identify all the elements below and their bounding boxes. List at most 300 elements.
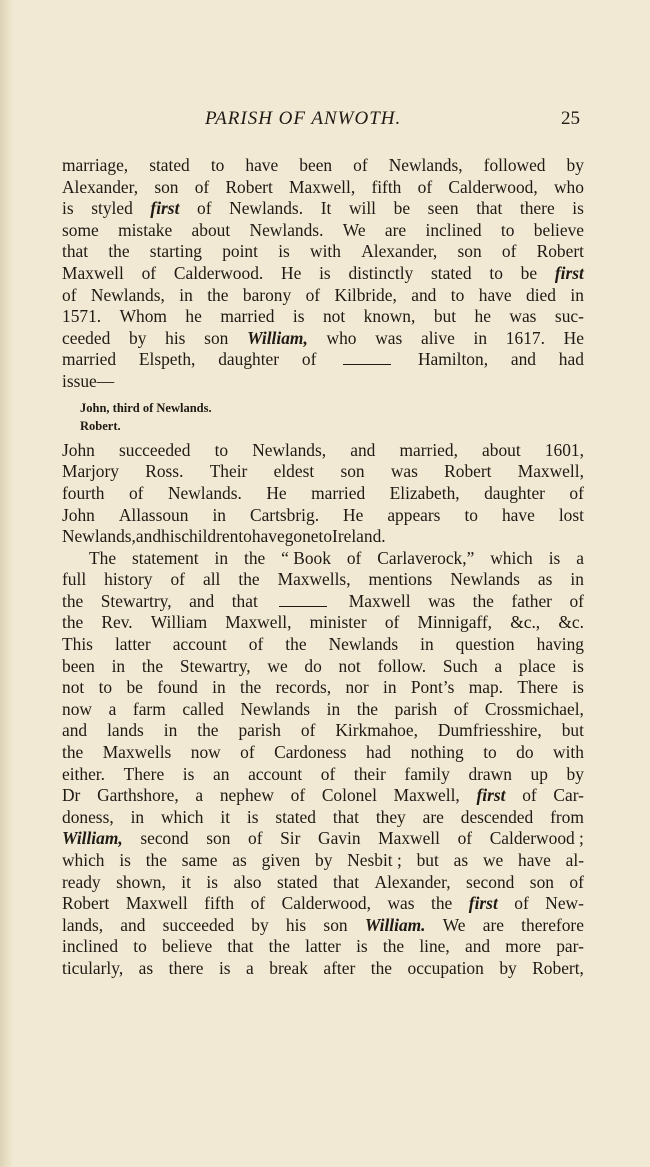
text-line <box>62 677 584 699</box>
word: place <box>518 655 556 676</box>
word: lands, <box>62 914 104 935</box>
word: was <box>509 306 537 327</box>
paragraph-3 <box>62 548 584 980</box>
word: of <box>320 763 336 784</box>
word: that <box>231 590 258 611</box>
word: William <box>150 612 208 633</box>
word: of <box>522 785 537 806</box>
text-line <box>62 634 584 656</box>
word: point <box>222 241 258 262</box>
word: father <box>511 590 552 611</box>
word: of <box>346 547 362 568</box>
word: Colonel <box>321 785 377 806</box>
word: Pont’s <box>410 677 455 698</box>
word: daughter <box>484 482 545 503</box>
word: Newlands, <box>388 155 463 175</box>
word: in <box>212 677 226 698</box>
word: the <box>145 850 167 870</box>
word: Calderwood, <box>281 893 371 914</box>
word: therefore <box>521 914 584 935</box>
text-line <box>62 220 584 242</box>
word: died <box>526 284 556 305</box>
text-line <box>62 699 584 721</box>
word: nothing <box>410 742 464 763</box>
word: to <box>214 439 229 460</box>
word: of <box>141 262 157 283</box>
word: fifth <box>204 893 235 914</box>
word: a <box>576 547 584 568</box>
word: also <box>233 871 262 892</box>
word: but <box>416 850 439 870</box>
word: Robert, <box>532 957 584 978</box>
word: Ross. <box>145 461 184 482</box>
text-line <box>62 850 584 872</box>
word: had <box>366 742 392 763</box>
word: is <box>319 262 331 283</box>
word: is <box>182 763 195 784</box>
word: Dr <box>62 785 81 806</box>
word: gone <box>284 526 319 547</box>
word: have <box>501 504 535 525</box>
word: to <box>133 936 147 957</box>
word: to <box>238 526 252 547</box>
text-line <box>62 306 584 328</box>
word: to <box>500 219 515 240</box>
text-line <box>62 371 584 393</box>
word: line, <box>419 936 450 957</box>
word: not <box>338 655 361 676</box>
word: of <box>197 198 212 219</box>
word: eldest <box>273 461 315 482</box>
word: Alexander, <box>62 176 139 197</box>
word: to <box>483 742 497 763</box>
text-line <box>62 807 584 829</box>
word: now <box>62 698 92 719</box>
word: Carlaverock,” <box>377 547 475 568</box>
word: had <box>558 349 584 370</box>
text-line <box>62 764 584 786</box>
word: as <box>138 957 154 978</box>
word: are <box>482 914 504 935</box>
word: a <box>246 957 254 978</box>
text-line <box>62 936 584 958</box>
word: of <box>301 349 317 370</box>
word: by <box>566 155 584 175</box>
word: married <box>311 482 366 503</box>
word: ceeded <box>62 327 111 348</box>
children-list <box>62 399 584 436</box>
word: Cartsbrig. <box>249 504 320 525</box>
word: married <box>220 306 275 327</box>
word: stated <box>149 155 190 175</box>
word: mentions <box>368 569 433 590</box>
word: son <box>206 828 231 849</box>
word: Allassoun <box>118 504 189 525</box>
word: stated <box>276 871 318 892</box>
word: son <box>154 176 179 197</box>
word: Ireland. <box>332 526 386 547</box>
word: Alexander, <box>374 871 451 892</box>
word: the <box>431 893 453 914</box>
text-line <box>62 548 584 570</box>
word: al- <box>565 850 584 870</box>
word: is <box>218 957 231 978</box>
word: in <box>163 720 178 741</box>
word: Newlands <box>328 634 399 655</box>
word: of <box>194 176 210 197</box>
word: is <box>572 677 584 698</box>
word: as <box>232 850 247 870</box>
word: William, <box>62 828 123 849</box>
word: but <box>561 720 584 741</box>
word: have <box>251 526 285 547</box>
word: Cardoness <box>274 742 347 763</box>
word: he <box>474 306 491 327</box>
word: New- <box>545 893 584 914</box>
word: it <box>220 806 231 827</box>
word: There <box>123 763 165 784</box>
word: is <box>278 241 290 262</box>
word: been <box>299 155 333 175</box>
word: Marjory <box>62 461 119 482</box>
word: a <box>494 655 503 676</box>
word: He <box>281 262 302 283</box>
page-edge <box>0 0 14 1167</box>
word: nephew <box>219 785 274 806</box>
paragraph-2 <box>62 440 584 548</box>
word: his <box>285 914 307 935</box>
text-line <box>62 828 584 850</box>
word: a <box>195 785 204 806</box>
body-text <box>62 155 584 980</box>
text-line <box>62 958 584 980</box>
word: in <box>473 327 488 348</box>
word: Rev. <box>101 612 133 633</box>
word: latter <box>114 634 151 655</box>
word: believe <box>161 936 213 957</box>
word: they <box>375 806 406 827</box>
word: about <box>482 439 521 460</box>
word: William. <box>364 914 426 935</box>
word: be <box>126 677 143 698</box>
word: do <box>304 655 322 676</box>
word: starting <box>149 241 202 262</box>
word: &c., <box>510 612 541 633</box>
word: of <box>384 612 400 633</box>
word: the <box>240 677 262 698</box>
word: of <box>240 742 255 763</box>
word: of <box>170 569 185 590</box>
word: shown, <box>116 871 166 892</box>
word: more <box>505 936 542 957</box>
word: Calderwood, <box>448 176 538 197</box>
word: second <box>140 828 189 849</box>
word: will <box>348 198 376 219</box>
word: fifth <box>371 176 402 197</box>
word: seen <box>427 198 459 219</box>
word: Crossmichael, <box>484 698 584 719</box>
word: suc- <box>554 306 584 327</box>
word: that <box>332 806 359 827</box>
word: same <box>181 850 218 870</box>
word: Robert <box>225 176 273 197</box>
word: of <box>569 590 584 611</box>
word: Elizabeth, <box>389 482 460 503</box>
word: have <box>478 284 512 305</box>
word: mistake <box>118 219 173 240</box>
word: of <box>514 893 529 914</box>
word: first <box>468 893 498 914</box>
word: fourth <box>62 482 105 503</box>
text-line <box>62 785 584 807</box>
word: and <box>62 720 88 741</box>
word: was <box>375 327 403 348</box>
word: Calderwood. <box>173 262 264 283</box>
word: Maxwell <box>125 893 188 914</box>
word: to <box>318 526 333 547</box>
word: the <box>244 547 266 568</box>
word: son <box>340 461 365 482</box>
word: in <box>420 634 434 655</box>
word: Their <box>209 461 248 482</box>
word: who <box>553 176 584 197</box>
text-line <box>62 893 584 915</box>
word: to <box>489 262 503 283</box>
word: by <box>566 763 584 784</box>
text-line <box>62 349 584 371</box>
word: the <box>62 612 84 633</box>
word: found <box>157 677 198 698</box>
word: is <box>572 655 584 676</box>
word: and <box>510 349 536 370</box>
word: the <box>238 569 260 590</box>
child-entry: Robert. <box>80 419 121 434</box>
word: It <box>320 198 332 219</box>
word: issue— <box>62 370 115 391</box>
word: John <box>62 504 95 525</box>
text-line <box>62 591 584 613</box>
word: son <box>457 241 482 262</box>
word: Gavin <box>318 828 361 849</box>
word: parish <box>394 698 438 719</box>
child-entry: John, third of Newlands. <box>80 400 212 415</box>
text-line <box>62 915 584 937</box>
word: either. <box>62 763 105 784</box>
text-line <box>62 177 584 199</box>
word: it <box>181 871 191 892</box>
page-header <box>62 108 584 138</box>
word: the <box>382 936 405 957</box>
word: the <box>207 284 229 305</box>
word: &c. <box>558 612 584 633</box>
word: married <box>62 349 117 370</box>
word: which <box>490 547 533 568</box>
word: first <box>554 262 584 283</box>
word: first <box>150 198 180 219</box>
word: of <box>569 871 584 892</box>
word: Alexander, <box>361 241 438 262</box>
text-line <box>62 612 584 634</box>
word: of <box>569 482 584 503</box>
word: Garthshore, <box>97 785 179 806</box>
word: daughter <box>218 349 280 370</box>
word: break <box>269 957 308 978</box>
word: in <box>179 284 193 305</box>
text-line <box>62 872 584 894</box>
word: in <box>326 698 341 719</box>
dash-rule <box>279 606 327 607</box>
word: there <box>519 198 555 219</box>
word: map. <box>468 677 504 698</box>
word: Nesbit ; <box>347 850 402 870</box>
word: Whom <box>119 306 167 327</box>
text-line <box>62 461 584 483</box>
word: occupation <box>407 957 484 978</box>
word: succeeded <box>162 914 235 935</box>
word: that <box>62 241 89 262</box>
word: their <box>353 763 386 784</box>
word: Robert <box>62 893 110 914</box>
dash-rule <box>343 364 391 365</box>
word: that <box>476 198 503 219</box>
word: succeeded <box>118 439 191 460</box>
word: are <box>422 806 444 827</box>
word: the <box>285 634 307 655</box>
word: after <box>323 957 356 978</box>
word: having <box>536 634 584 655</box>
word: from <box>550 806 584 827</box>
word: He <box>343 504 364 525</box>
word: Newlands. <box>167 482 242 503</box>
word: first <box>476 785 506 806</box>
word: Elspeth, <box>138 349 196 370</box>
word: by <box>315 850 333 870</box>
text-line <box>62 328 584 350</box>
word: the <box>472 590 494 611</box>
word: not <box>322 306 346 327</box>
word: the <box>62 742 84 763</box>
text-line <box>62 720 584 742</box>
word: Maxwells, <box>277 569 351 590</box>
word: Newlands <box>240 698 311 719</box>
word: styled <box>91 198 133 219</box>
word: There <box>517 677 558 698</box>
word: Dumfriesshire, <box>437 720 542 741</box>
word: to <box>98 677 113 698</box>
word: we <box>267 655 288 676</box>
word: is <box>246 806 259 827</box>
word: was <box>428 590 456 611</box>
word: been <box>62 655 95 676</box>
word: believe <box>533 219 584 240</box>
word: Maxwell, <box>225 612 292 633</box>
word: of <box>457 828 473 849</box>
word: family <box>404 763 450 784</box>
word: up <box>530 763 548 784</box>
word: in <box>570 284 584 305</box>
word: and <box>135 526 162 547</box>
word: Newlands <box>450 569 520 590</box>
word: Kilbride, <box>334 284 397 305</box>
word: is <box>119 850 131 870</box>
word: in <box>130 806 145 827</box>
word: marriage, <box>62 155 129 175</box>
word: we <box>482 850 504 870</box>
word: that <box>332 871 360 892</box>
word: lost <box>558 504 584 525</box>
word: of <box>290 785 306 806</box>
word: is <box>206 871 219 892</box>
word: of <box>300 720 316 741</box>
word: of <box>417 176 433 197</box>
word: which <box>62 850 105 870</box>
word: now <box>190 742 221 763</box>
word: who <box>326 327 357 348</box>
word: We <box>442 914 466 935</box>
word: as <box>537 569 553 590</box>
text-line <box>62 198 584 220</box>
word: doness, <box>62 806 114 827</box>
word: Hamilton, <box>418 349 489 370</box>
word: Newlands, <box>90 284 165 305</box>
word: in <box>383 677 397 698</box>
word: inclined <box>62 936 119 957</box>
word: the <box>370 957 393 978</box>
word: is <box>548 547 561 568</box>
word: son <box>529 871 554 892</box>
word: children <box>181 526 239 547</box>
word: the <box>108 241 130 262</box>
word: in <box>570 569 584 590</box>
word: full <box>62 569 87 590</box>
word: Sir <box>280 828 301 849</box>
word: history <box>104 569 153 590</box>
word: as <box>453 850 469 870</box>
text-line <box>62 263 584 285</box>
word: Maxwells <box>102 742 172 763</box>
word: in <box>212 504 226 525</box>
word: minister <box>309 612 367 633</box>
word: is <box>356 936 368 957</box>
text-line <box>62 505 584 527</box>
word: known, <box>363 306 416 327</box>
word: account <box>172 634 227 655</box>
word: and <box>350 439 376 460</box>
word: stated <box>431 262 472 283</box>
word: statement <box>131 547 199 568</box>
word: there <box>168 957 204 978</box>
word: the <box>356 698 379 719</box>
word: Maxwell <box>62 262 124 283</box>
word: the <box>141 655 164 676</box>
word: Such <box>442 655 478 676</box>
word: son <box>323 914 348 935</box>
word: be <box>520 262 538 283</box>
word: ticularly, <box>62 957 124 978</box>
word: Newlands. <box>229 198 304 219</box>
word: by <box>251 914 269 935</box>
word: to <box>210 155 225 175</box>
word: and <box>411 284 437 305</box>
word: Minnigaff, <box>417 612 493 633</box>
word: which <box>160 806 204 827</box>
text-line <box>62 742 584 764</box>
word: ready <box>62 871 101 892</box>
word: given <box>261 850 301 870</box>
text-line <box>62 440 584 462</box>
text-line <box>62 526 584 548</box>
word: William, <box>247 327 308 348</box>
